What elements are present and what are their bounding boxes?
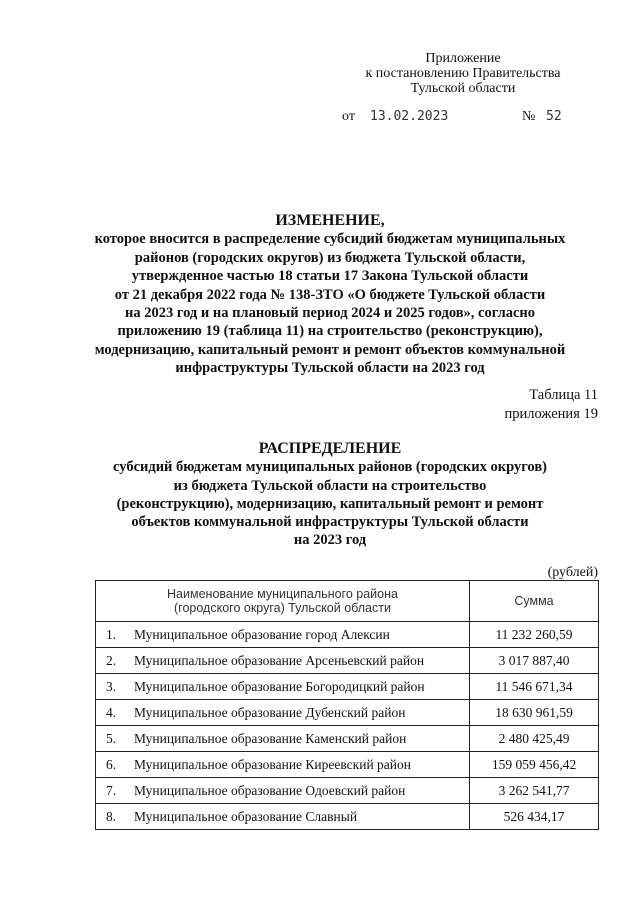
row-name: Муниципальное образование Киреевский район	[134, 756, 411, 772]
number-label: №	[522, 109, 536, 124]
appendix-header-line: к постановлению Правительства	[365, 66, 561, 81]
table-row	[96, 622, 599, 648]
distribution-title-line: (реконструкцию), модернизацию, капитальный ремонт и ремонт	[116, 495, 544, 512]
row-name: Муниципальное образование Дубенский район	[134, 704, 406, 720]
row-name: Муниципальное образование Каменский район	[134, 730, 407, 746]
row-name: Муниципальное образование город Алексин	[134, 626, 390, 642]
name-cell	[96, 726, 470, 752]
change-title-line: инфраструктуры Тульской области на 2023 год	[175, 360, 485, 377]
row-index: 7.	[106, 782, 117, 798]
row-index: 2.	[106, 652, 117, 668]
table-header-row	[96, 581, 599, 622]
appendix-header	[338, 51, 588, 96]
change-title-line: районов (городских округов) из бюджета Тульской области,	[134, 249, 526, 266]
header-name	[96, 581, 470, 622]
header-sum: Сумма	[470, 581, 599, 622]
name-cell	[96, 752, 470, 778]
change-title-line: приложению 19 (таблица 11) на строительство (реконструкцию),	[117, 323, 543, 340]
row-sum: 11 546 671,34	[470, 674, 599, 700]
distribution-title-line: объектов коммунальной инфраструктуры Тульской области	[131, 514, 529, 531]
row-name: Муниципальное образование Арсеньевский район	[134, 652, 425, 668]
name-cell	[96, 700, 470, 726]
table-row	[96, 804, 599, 830]
appendix-header-line: Приложение	[425, 51, 501, 66]
row-name: Муниципальное образование Одоевский район	[134, 782, 406, 798]
decree-date: 13.02.2023	[370, 109, 449, 124]
decree-date-number	[342, 109, 582, 127]
name-cell	[96, 804, 470, 830]
table-row	[96, 726, 599, 752]
row-sum: 159 059 456,42	[470, 752, 599, 778]
row-sum: 18 630 961,59	[470, 700, 599, 726]
row-index: 1.	[106, 626, 117, 642]
date-label: от	[342, 109, 355, 124]
name-cell	[96, 648, 470, 674]
name-cell	[96, 674, 470, 700]
name-cell	[96, 622, 470, 648]
change-title	[70, 212, 590, 378]
table-row	[96, 752, 599, 778]
distribution-title-line: на 2023 год	[293, 532, 367, 549]
row-sum: 11 232 260,59	[470, 622, 599, 648]
appendix-header-line: Тульской области	[410, 81, 516, 96]
distribution-title-line: из бюджета Тульской области на строительство	[173, 477, 487, 494]
row-index: 3.	[106, 678, 117, 694]
row-index: 4.	[106, 704, 117, 720]
table-row	[96, 674, 599, 700]
table-row	[96, 700, 599, 726]
table-row	[96, 778, 599, 804]
table-reference	[505, 386, 598, 424]
row-sum: 526 434,17	[470, 804, 599, 830]
row-sum: 2 480 425,49	[470, 726, 599, 752]
change-title-line: утвержденное частью 18 статьи 17 Закона Тульской области	[131, 268, 529, 285]
unit-label: (рублей)	[547, 565, 598, 580]
row-sum: 3 017 887,40	[470, 648, 599, 674]
row-sum: 3 262 541,77	[470, 778, 599, 804]
change-heading: ИЗМЕНЕНИЕ,	[275, 212, 385, 229]
change-title-line: модернизацию, капитальный ремонт и ремонт объектов коммунальной	[94, 341, 566, 358]
table-row	[96, 648, 599, 674]
header-name-line: Наименование муниципального района	[167, 587, 398, 601]
row-name: Муниципальное образование Славный	[134, 808, 358, 824]
distribution-title-line: субсидий бюджетам муниципальных районов (городских округов)	[113, 459, 547, 476]
change-title-line: от 21 декабря 2022 года № 138-ЗТО «О бюджете Тульской области	[114, 286, 546, 303]
table-ref-line: Таблица 11	[529, 387, 598, 403]
header-name-line: (городского округа) Тульской области	[174, 601, 391, 615]
row-index: 8.	[106, 808, 117, 824]
row-index: 5.	[106, 730, 117, 746]
change-title-line: которое вносится в распределение субсидий бюджетам муниципальных	[94, 231, 566, 248]
distribution-title	[60, 440, 600, 550]
decree-number: 52	[546, 109, 562, 124]
name-cell	[96, 778, 470, 804]
subsidy-table	[95, 580, 599, 830]
change-title-line: на 2023 год и на плановый период 2024 и 2025 годов», согласно	[125, 305, 535, 322]
distribution-heading: РАСПРЕДЕЛЕНИЕ	[258, 440, 402, 457]
row-name: Муниципальное образование Богородицкий район	[134, 678, 425, 694]
table-ref-line: приложения 19	[504, 406, 598, 422]
row-index: 6.	[106, 756, 117, 772]
